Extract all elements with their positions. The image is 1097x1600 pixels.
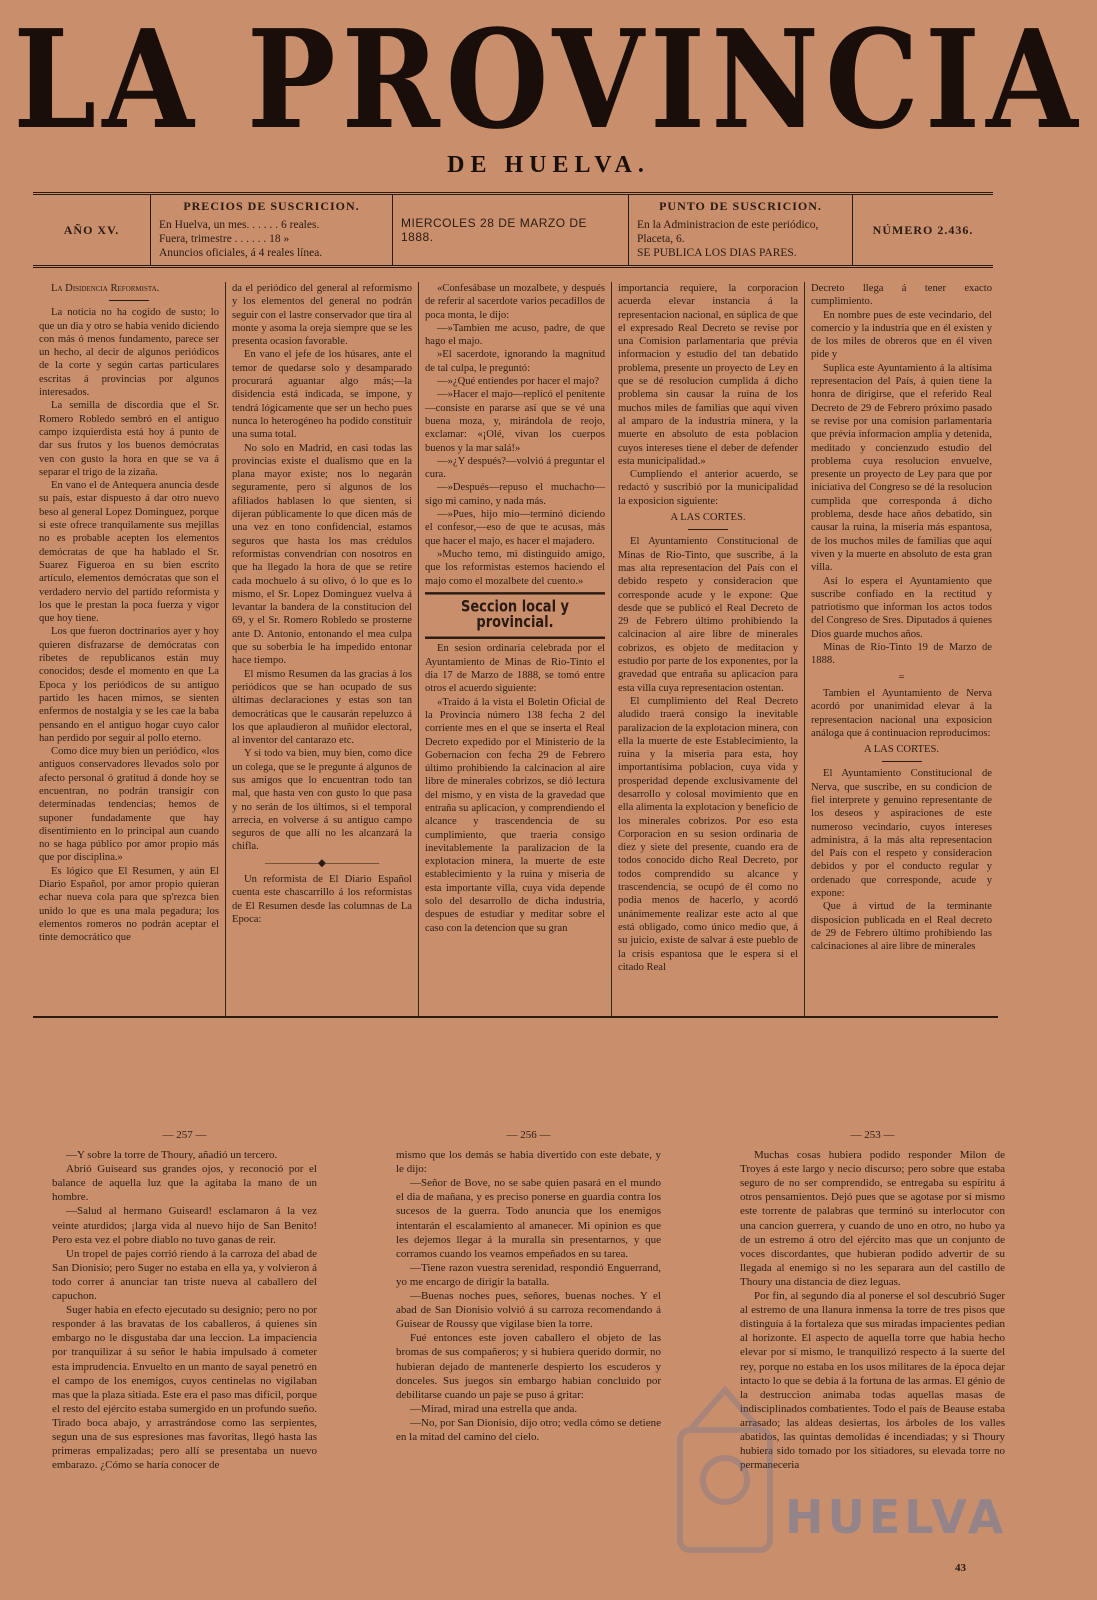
paragraph: mismo que los demás se habia divertido con este debate, y le dijo:: [396, 1149, 661, 1176]
stamp-label: HUELVA: [785, 1490, 1008, 1544]
paragraph: —Y sobre la torre de Thoury, añadió un tercero.: [66, 1149, 278, 1162]
paragraph: da el periódico del general al reformismo y los elementos del general no podrán seguir con el lastre conservador que tira al monte y asoma la oreja siempre que se les presenta ocasion favorable.: [232, 283, 412, 348]
paragraph: El Ayuntamiento Constitucional de Nerva, que suscribe, en su condicion de fiel interprete y genuino representante de los deseos y aspiraciones de este numeroso vecindario, cuyos intereses administra, á la más alta representacion del País con el respeto y consideracion debidos y por el conducto regular y ordenado que corresponde, acude y expone:: [811, 768, 992, 900]
newspaper-subtitle: DE HUELVA.: [447, 152, 650, 178]
subscription-line-3: SE PUBLICA LOS DIAS PARES.: [637, 247, 797, 259]
paragraph: —Salud al hermano Guiseard! esclamaron á la vez veinte aturdidos; ¡larga vida al nuevo hijo de San Benito! Pero esta vez el pobre diablo no tuvo ganas de reir.: [52, 1205, 317, 1246]
paragraph: Como dice muy bien un periódico, «los antiguos conservadores llevados solo por afecto personal ó gratitud á donde hoy se encuentran, no podrán transigir con determinadas tendencias; hemos de suponer fundadamente que hay disentimiento en lo principal aun cuando no se haga público por amor propio más que por disciplina.»: [39, 746, 219, 864]
paragraph: Decreto llega á tener exacto cumplimiento.: [811, 283, 992, 308]
paragraph: Por fin, al segundo dia al ponerse el sol descubrió Suger al estremo de una llanura inmensa la torre de tres pisos que distinguía á la fortaleza que sus miradas impacientes pedian al horizonte. El aspecto de aquella torre que habia hecho elevar por sí mismo, le tranquilizó respecto á la suerte del rey, porque no estaba en los usos militares de la época dejar intacto lo que se debia á la fortuna de las armas. El génio de la destruccion animaba todas aquellas masas de indisciplinados combatientes. Todo el país de Beause estaba arrasado; las aldeas desiertas, los árboles de los valles abatidos, las quintas demolidas é incendiadas; y si Thoury hubiera sido tomado por los sitiadores, su elevada torre no permaneceria: [740, 1290, 1005, 1472]
subscription-line-1: En la Administracion de este periódico,: [637, 219, 819, 231]
paragraph: No solo en Madrid, en casi todas las provincias existe el dualismo que en la plana mayor existe; nos lo negarán seguramente, pero si algunos de los afiliados hablasen lo que sienten, si dijeran públicamente lo que dicen más de una vez en tono confidencial, estamos seguros que hasta los mas crédulos reformistas convendrían con nosotros en que ha llegado la hora de que se retire cada mochuelo á su olivo, ó lo que es lo mismo, el Sr. Lopez Dominguez vuelva á levantar la bandera de la constitucion del 69, y el Sr. Romero Robledo se prosterne ante D. Antonio, entonando el mea culpa que su soberbia le ha impedido entonar hace tiempo.: [232, 442, 412, 667]
paragraph: Los que fueron doctrinarios ayer y hoy quieren disfrazarse de demócratas con ribetes de republicanos están muy conocidos; desde el momento en que La Epoca y los periódicos de su antiguo partido les hacen mimos, se sienten enfermos de nostalgia y se les cae la baba pensando en el antiguo hogar cuyo calor han perdido por seguir al pollo eterno.: [39, 626, 219, 744]
article-heading: La Disidencia Reformista.: [51, 283, 160, 294]
section-heading-local: Seccion local y provincial.: [425, 592, 605, 638]
paragraph: Así lo espera el Ayuntamiento que suscribe confiado en la rectitud y patriotismo que informan los actos todos del Congreso de Sres. Diputados á quienes Dios guarde muchos años.: [811, 575, 992, 640]
column-5: [805, 282, 998, 1016]
paragraph: El cumplimiento del Real Decreto aludido traerá consigo la inevitable paralizacion de la explotacion minera, con ella la muerte de este Establecimiento, la ruina y la miseria para esta, hoy importantísima poblacion, cuya vida y prosperidad depende exclusivamente del desarrollo y colosal movimiento que en ella alimenta la explotacion y beneficio de los minerales cobrizos. Por eso esta Corporacion en su sesion ordinaria de diez y siete del presente, cuando era de todos conocido dicho Real Decreto, por todos comprendido su alcance y trascendencia, se ocupó de él como no podia menos de hacerlo, y acordó unánimemente realizar este acto al que está obligado, como único medio que, á su juicio, existe de salvar á este pueblo de la crisis espantosa que le espera si el citado Real: [618, 695, 798, 973]
paragraph: Tambien el Ayuntamiento de Nerva acordó por unanimidad elevar á la representacion nacional una exposicion análoga que á continuacion reproducimos:: [811, 687, 992, 739]
subscription-line-2: Placeta, 6.: [637, 233, 685, 245]
column-2: [226, 282, 419, 1016]
price-line-outside: Fuera, trimestre . . . . . . 18 »: [159, 233, 290, 245]
paragraph: importancia requiere, la corporacion acuerda elevar instancia á la representacion nacional, en súplica de que el expresado Real Decreto se revise por una Comision parlamentaria que prévia informacion y estudio del tan debatido problema, presente un proyecto de Ley en que se dé resolucion cumplida á dicho problema sin causar la ruina de los muchos miles de familias que aquí viven al amparo de la industria minera, y la muerte en absoluto de esta poblacion cuyos intereses tiene el deber de defender esta municipalidad.»: [618, 283, 798, 467]
info-bar: [33, 192, 993, 268]
newspaper-title: LA PROVINCIA: [13, 0, 1084, 160]
double-rule: =: [898, 671, 905, 683]
divider: [688, 529, 728, 530]
paragraph: En vano el jefe de los húsares, ante el temor de quedarse solo y desamparado procurará aguantar algo más;—la disidencia está indicada, se impone, y tendrá lógicamente que ser un hecho pues nunca lo heterogéneo ha podido constituir una suma total.: [232, 349, 412, 441]
paragraph: Suger habia en efecto ejecutado su designio; pero no por responder á las bravatas de los caballeros, á quienes sin embargo no le disgustaba dar una leccion. La impaciencia por tranquilizar á su señor le habia impulsado á cometer esta imprudencia. Envuelto en un manto de sayal penetró en el campo de los enemigos, cuyos centinelas no vigilaban mas que la plaza sitiada. Este era el paso mas difícil, porque el resto del ejército estaba sumergido en un profundo sueño. Tirado boca abajo, y arrastrándose como las serpientes, segun una de sus espresiones mas favoritas, llegó hasta las primeras empalizadas; pero allí se presentaba un nuevo embarazo. ¿Cómo se haría conocer de: [52, 1304, 317, 1472]
paragraph: —»¿Qué entiendes por hacer el majo?: [437, 376, 600, 388]
paragraph: «Confesábase un mozalbete, y después de referir al sacerdote varios pecadillos de poca monta, le dijo:: [425, 283, 605, 321]
paragraph: El Ayuntamiento Constitucional de Minas de Rio-Tinto, que suscribe, á la mas alta representacion del País con el debido respeto y consideracion que corresponde acude y le expone: Que desde que se publicó el Real Decreto de 29 de Febrero último prohibiendo la calcinacion al aire libre de minerales cobrizos, es objeto de meditacion y estudio por parte de los exponentes, por la gravedad que entraña su aplicacion para esta villa cuya representacion ostentan.: [618, 536, 798, 694]
paragraph: —»Tambien me acuso, padre, de que hago el majo.: [425, 322, 605, 348]
paragraph: »Mucho temo, mi distinguido amigo, que los reformistas estemos haciendo el majo como el mozalbete del cuento.»: [425, 548, 605, 587]
paragraph: —Señor de Bove, no se sabe quien pasará en el mundo el dia de mañana, y es preciso ponerse en guardia contra los sucesos de la guerra. Todo anuncia que los enemigos intentarán el escalamiento al amanecer. Mi opinion es que les dejemos llegar á la muralla sin presentarnos, y que corramos cuando los veamos empeñados en su tarea.: [396, 1177, 661, 1260]
paragraph: Fué entonces este joven caballero el objeto de las bromas de sus compañeros; y si hubiera querido dormir, no hubieran dejado de mantenerle despierto los escuderos y donceles. Sus juegos sin embargo habian concluido por debilitarse cuando un paje se puso á gritar:: [396, 1332, 661, 1401]
paragraph: Un tropel de pajes corrió riendo á la carroza del abad de San Dionisio; pero Suger no estaba en ella ya, y volvieron á todo correr á anunciar tan triste nueva al caballero del capuchon.: [52, 1247, 317, 1303]
paragraph: La noticia no ha cogido de susto; lo que un dia y otro se habia venido diciendo con más ó menos fundamento, parece ser un hecho, al decir de algunos periódicos de la corte y según cartas particulares escritas á provincias por algunos interesados.: [39, 307, 219, 399]
paragraph: —»¿Y después?—volvió á preguntar el cura.: [425, 455, 605, 481]
paragraph: —»Hacer el majo—replicó el penitente—consiste en pararse así que se vé una buena moza, y, mirándola de reojo, exclamar: «¡Olé, vivan los cuerpos buenos y la mar salá!»: [425, 389, 605, 454]
divider: [109, 300, 149, 301]
paragraph: Un reformista de El Diario Español cuenta este chascarrillo á los reformistas de El Resumen desde las columnas de La Epoca:: [232, 874, 412, 925]
paragraph: »El sacerdote, ignorando la magnitud de tal culpa, le preguntó:: [425, 349, 605, 374]
novel-page-257: [52, 1128, 317, 1578]
paragraph: En vano el de Antequera anuncia desde su país, estar dispuesto á dar otro nuevo beso al general Lopez Dominguez, porque si este ofrece tranquilamente sus mejillas no es probable acepten los elementos demócratas de que ha hablado el Sr. Suarez Figueroa en su bien escrito artículo, elementos demócratas que son el verdadero nervio del partido reformista y los que le prestan la poca fuerza y vigor que hoy tiene.: [39, 480, 219, 625]
masthead: [0, 0, 1097, 179]
subscription-prices: [151, 195, 393, 265]
subscription-point: [629, 195, 853, 265]
paragraph: Es lógico que El Resumen, y aún El Diario Español, por amor propio quieran echar nueva cola para que sp'rezca bien unido lo que es una mala pegadura; los elementos romeros no podrán aceptar el tinte democrático que: [39, 865, 219, 944]
paragraph: —Mirad, mirad una estrella que anda.: [410, 1402, 578, 1415]
column-1: [33, 282, 226, 1016]
paragraph: —»Pues, hijo mio—terminó diciendo el confesor,—eso de que te acusas, más que hacer el majo, es hacer el majadero.: [425, 509, 605, 547]
issue-date: MIERCOLES 28 DE MARZO DE 1888.: [393, 195, 629, 265]
paragraph: Que á virtud de la terminante disposicion publicada en el Real decreto de 29 de Febrero último prohibiendo las calcinaciones al aire libre de minerales: [811, 901, 992, 953]
subscription-heading: PUNTO DE SUSCRICION.: [659, 199, 822, 213]
paragraph: —Tiene razon vuestra serenidad, respondió Enguerrand, yo me encargo de dirigir la batalla.: [396, 1261, 661, 1288]
news-columns: [33, 282, 998, 1018]
year-label: AÑO XV.: [33, 195, 151, 265]
paragraph: La semilla de discordia que el Sr. Romero Robledo sembró en el antiguo campo izquierdista está hoy á punto de dar sus frutos y los buenos demócratas ven con gusto la hora en que se va á separar el trigo de la zizaña.: [39, 400, 219, 478]
column-4: [612, 282, 805, 1016]
divider: [882, 761, 922, 762]
subheading-cortes: A LAS CORTES.: [863, 744, 939, 756]
prices-heading: PRECIOS DE SUSCRICION.: [183, 199, 360, 213]
paragraph: —No, por San Dionisio, dijo otro; vedla cómo se detiene en la mitad del camino del cielo.: [396, 1416, 661, 1443]
page-number: — 256 —: [506, 1129, 551, 1141]
paragraph: «Traido á la vista el Boletin Oficial de la Provincia número 138 fecha 2 del corriente mes en el que se inserta el Real Decreto expedido por el Ministerio de la Gobernacion con fecha 29 de Febrero último prohibiendo la calcinacion al aire libre de minerales cobrizos, se dió lectura del mismo, y en vista de la gravedad que entraña su aplicacion, y comprendiendo el alcance y trascendencia de su cumplimiento, que traeria consigo inevitablemente la paralizacion de la explotacion minera, la muerte de este establecimiento y la ruina y miseria de esta importante villa, cuya vida depende solo del desarrollo de dicha industria, despues de estudiar y meditar sobre el caso con la detencion que su gran: [425, 696, 605, 934]
paragraph: Suplica este Ayuntamiento á la altísima representacion del País, á quien tiene la honra de dirigirse, que el referido Real Decreto de 29 de Febrero próximo pasado se revise por una comision parlamentaria que prévia informacion amplia y detenida, meditado y concienzudo estudio del problema cuya resolucion envuelve, presente un proyecto de Ley para que por iniciativa del Congreso se dé la resolucion cumplida que corresponda á dicho problema, desde hace años debatido, sin causar la ruina, la miseria más espantosa, de los muchos miles de familias que aquí viven y la muerte en absoluto de esta gran villa.: [811, 362, 992, 574]
paragraph: Minas de Rio-Tinto 19 de Marzo de 1888.: [811, 642, 992, 667]
price-line-local: En Huelva, un mes. . . . . . 6 reales.: [159, 219, 320, 231]
page-number: — 253 —: [850, 1129, 895, 1141]
paragraph: En nombre pues de este vecindario, del comercio y la industria que en él existen y de los miles de obreros que en él viven pide y: [811, 309, 992, 361]
ornament-divider: —————◆—————: [264, 857, 380, 869]
price-line-ads: Anuncios oficiales, á 4 reales línea.: [159, 247, 323, 259]
paragraph: Cumpliendo el anterior acuerdo, se redactó y suscribió por la municipalidad la exposicion siguiente:: [618, 469, 798, 507]
column-3: [419, 282, 612, 1016]
paragraph: Abrió Guiseard sus grandes ojos, y reconoció por el balance de aquella luz que la agitaba la mano de un hombre.: [52, 1163, 317, 1204]
issue-number: NÚMERO 2.436.: [872, 222, 974, 237]
subheading-cortes: A LAS CORTES.: [670, 512, 746, 524]
paragraph: El mismo Resumen da las gracias á los periódicos que se han ocupado de sus últimas declaraciones y estas son tan democráticas que le causarán repeluzco á los que aplaudieron al muñidor electoral, al inventor del cantarazo etc.: [232, 668, 412, 747]
sheet-number: 43: [955, 1562, 966, 1574]
paragraph: En sesion ordinaria celebrada por el Ayuntamiento de Minas de Rio-Tinto el dia 17 de Marzo de 1888, se tomó entre otros el acuerdo siguiente:: [425, 643, 605, 695]
page-number: — 257 —: [162, 1129, 207, 1141]
novel-page-256: [396, 1128, 661, 1578]
paragraph: Y si todo va bien, muy bien, como dice un colega, que se le pregunte á algunos de sus amigos que lo encuentran todo tan mal, que hasta ven con gusto lo que pasa y no serán de los últimos, si el temporal arrecia, en volverse á su antiguo campo seguros de que allí no les alcanzará la chifla.: [232, 748, 412, 853]
paragraph: —»Después—repuso el muchacho—sigo mi camino, y nada más.: [425, 482, 605, 507]
paragraph: —Buenas noches pues, señores, buenas noches. Y el abad de San Dionisio volvió á su carroza recomendando á Guisear de Roussy que vigilase bien la torre.: [396, 1290, 661, 1331]
paragraph: Muchas cosas hubiera podido responder Milon de Troyes á este largo y necio discurso; pero sobre que estaba seguro de no ser comprendido, se entregaba su espíritu á otros pensamientos. Dejó pues que se agotase por sí mismo este torrente de palabras que terminó su interlocutor con una cancion guerrera, y cuando de uno en otro, no hubo ya de un estremo á otro del ejército mas que un conjunto de voces discordantes, que hubieran podido advertir de su llegada al enemigo si no les separara aun del castillo de Thoury una distancia de diez leguas.: [740, 1149, 1005, 1288]
